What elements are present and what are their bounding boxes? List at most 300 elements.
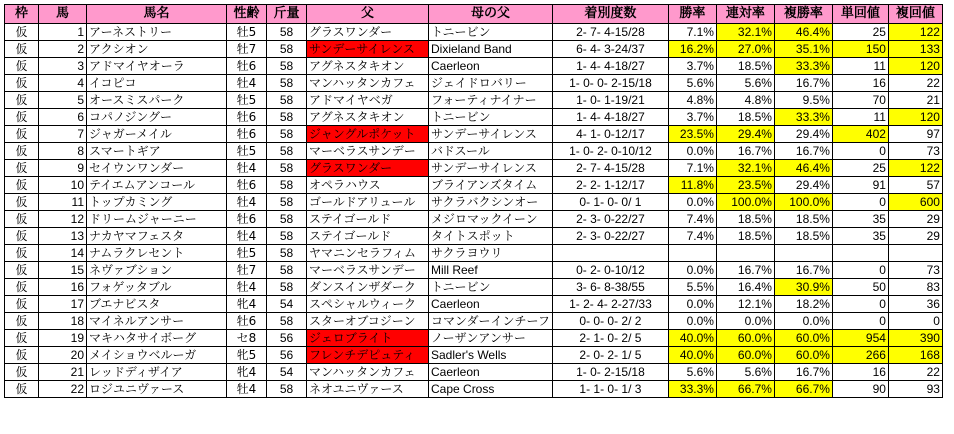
cell-weight: 58 xyxy=(267,75,307,92)
cell-win-return: 402 xyxy=(832,126,888,143)
cell-win-return: 25 xyxy=(832,160,888,177)
cell-horse-name: アーネストリー xyxy=(87,24,227,41)
cell-win-rate: 16.2% xyxy=(668,41,716,58)
cell-win-return: 25 xyxy=(832,24,888,41)
cell-win-return: 91 xyxy=(832,177,888,194)
cell-umaban: 4 xyxy=(39,75,87,92)
table-row[interactable] xyxy=(5,194,943,211)
cell-waku: 仮 xyxy=(5,211,39,228)
cell-show-rate: 100.0% xyxy=(774,194,832,211)
cell-broodmare-sire: サクラバクシンオー xyxy=(429,194,553,211)
cell-broodmare-sire: ブライアンズタイム xyxy=(429,177,553,194)
cell-show-rate: 16.7% xyxy=(774,364,832,381)
cell-waku: 仮 xyxy=(5,262,39,279)
cell-show-rate: 18.5% xyxy=(774,228,832,245)
cell-place-return: 390 xyxy=(888,330,942,347)
table-row[interactable] xyxy=(5,109,943,126)
cell-quinella-rate: 0.0% xyxy=(716,313,774,330)
table-row[interactable] xyxy=(5,92,943,109)
cell-sire: オペラハウス xyxy=(307,177,429,194)
cell-win-rate: 0.0% xyxy=(668,313,716,330)
cell-sire: フレンチデピュティ xyxy=(307,347,429,364)
cell-weight: 58 xyxy=(267,262,307,279)
cell-place-return: 133 xyxy=(888,41,942,58)
cell-sex-age: 牡7 xyxy=(227,262,267,279)
cell-show-rate: 18.5% xyxy=(774,211,832,228)
cell-sex-age: 牡6 xyxy=(227,126,267,143)
cell-place-return: 97 xyxy=(888,126,942,143)
cell-sire: スターオブコジーン xyxy=(307,313,429,330)
cell-show-rate: 16.7% xyxy=(774,75,832,92)
cell-place-return: 122 xyxy=(888,160,942,177)
cell-umaban: 7 xyxy=(39,126,87,143)
cell-place-return: 73 xyxy=(888,143,942,160)
table-row[interactable] xyxy=(5,296,943,313)
cell-win-rate: 40.0% xyxy=(668,330,716,347)
cell-sire: マーベラスサンデー xyxy=(307,262,429,279)
cell-umaban: 1 xyxy=(39,24,87,41)
col-header-win-rate[interactable]: 勝率 xyxy=(668,5,716,24)
cell-record: 1- 0- 2- 0-10/12 xyxy=(552,143,668,160)
table-row[interactable] xyxy=(5,126,943,143)
cell-show-rate: 66.7% xyxy=(774,381,832,398)
cell-waku: 仮 xyxy=(5,364,39,381)
cell-record: 1- 2- 4- 2-27/33 xyxy=(552,296,668,313)
cell-win-return: 266 xyxy=(832,347,888,364)
cell-win-rate: 23.5% xyxy=(668,126,716,143)
cell-broodmare-sire: Cape Cross xyxy=(429,381,553,398)
cell-horse-name: レッドディザイア xyxy=(87,364,227,381)
cell-broodmare-sire: サンデーサイレンス xyxy=(429,160,553,177)
cell-place-return: 0 xyxy=(888,313,942,330)
cell-win-return: 16 xyxy=(832,364,888,381)
cell-umaban: 16 xyxy=(39,279,87,296)
table-row[interactable] xyxy=(5,330,943,347)
table-row[interactable] xyxy=(5,160,943,177)
cell-horse-name: ドリームジャーニー xyxy=(87,211,227,228)
cell-sex-age: 牡4 xyxy=(227,279,267,296)
cell-sire: マンハッタンカフェ xyxy=(307,75,429,92)
col-header-sire[interactable]: 父 xyxy=(307,5,429,24)
cell-horse-name: トップカミング xyxy=(87,194,227,211)
cell-horse-name: コパノジングー xyxy=(87,109,227,126)
cell-sex-age: セ8 xyxy=(227,330,267,347)
cell-waku: 仮 xyxy=(5,381,39,398)
table-row[interactable] xyxy=(5,245,943,262)
cell-show-rate xyxy=(774,245,832,262)
cell-place-return: 29 xyxy=(888,228,942,245)
cell-umaban: 15 xyxy=(39,262,87,279)
cell-broodmare-sire: Sadler's Wells xyxy=(429,347,553,364)
col-header-quinella-rate[interactable]: 連対率 xyxy=(716,5,774,24)
cell-waku: 仮 xyxy=(5,296,39,313)
cell-umaban: 17 xyxy=(39,296,87,313)
cell-broodmare-sire: トニービン xyxy=(429,109,553,126)
cell-show-rate: 60.0% xyxy=(774,330,832,347)
cell-place-return: 29 xyxy=(888,211,942,228)
table-row[interactable] xyxy=(5,262,943,279)
col-header-win-return[interactable]: 単回値 xyxy=(832,5,888,24)
cell-show-rate: 35.1% xyxy=(774,41,832,58)
table-row[interactable] xyxy=(5,58,943,75)
cell-show-rate: 18.2% xyxy=(774,296,832,313)
cell-win-return: 150 xyxy=(832,41,888,58)
cell-sex-age: 牡6 xyxy=(227,211,267,228)
cell-win-return: 70 xyxy=(832,92,888,109)
cell-place-return xyxy=(888,245,942,262)
cell-waku: 仮 xyxy=(5,143,39,160)
cell-sex-age: 牡4 xyxy=(227,75,267,92)
table-row[interactable] xyxy=(5,211,943,228)
cell-waku: 仮 xyxy=(5,58,39,75)
cell-win-rate: 7.1% xyxy=(668,160,716,177)
cell-place-return: 73 xyxy=(888,262,942,279)
cell-win-rate xyxy=(668,245,716,262)
table-row[interactable] xyxy=(5,143,943,160)
cell-sire: ネオユニヴァース xyxy=(307,381,429,398)
cell-record: 0- 1- 0- 0/ 1 xyxy=(552,194,668,211)
cell-broodmare-sire: サンデーサイレンス xyxy=(429,126,553,143)
cell-quinella-rate: 5.6% xyxy=(716,75,774,92)
cell-record: 1- 4- 4-18/27 xyxy=(552,58,668,75)
cell-quinella-rate: 18.5% xyxy=(716,109,774,126)
cell-show-rate: 29.4% xyxy=(774,126,832,143)
cell-sire: マンハッタンカフェ xyxy=(307,364,429,381)
cell-weight: 58 xyxy=(267,109,307,126)
cell-waku: 仮 xyxy=(5,109,39,126)
cell-quinella-rate: 16.4% xyxy=(716,279,774,296)
cell-weight: 58 xyxy=(267,41,307,58)
table-row[interactable] xyxy=(5,313,943,330)
cell-win-rate: 0.0% xyxy=(668,296,716,313)
cell-record: 2- 7- 4-15/28 xyxy=(552,24,668,41)
cell-broodmare-sire: タイトスポット xyxy=(429,228,553,245)
cell-place-return: 120 xyxy=(888,109,942,126)
cell-sire: グラスワンダー xyxy=(307,24,429,41)
cell-sex-age: 牡7 xyxy=(227,41,267,58)
cell-broodmare-sire: Dixieland Band xyxy=(429,41,553,58)
cell-waku: 仮 xyxy=(5,75,39,92)
cell-win-rate: 5.6% xyxy=(668,364,716,381)
cell-quinella-rate: 27.0% xyxy=(716,41,774,58)
cell-record: 6- 4- 3-24/37 xyxy=(552,41,668,58)
cell-umaban: 3 xyxy=(39,58,87,75)
cell-win-rate: 40.0% xyxy=(668,347,716,364)
cell-place-return: 22 xyxy=(888,75,942,92)
cell-sire: ヤマニンセラフィム xyxy=(307,245,429,262)
cell-waku: 仮 xyxy=(5,245,39,262)
cell-weight: 58 xyxy=(267,211,307,228)
cell-horse-name: ネヴァブション xyxy=(87,262,227,279)
cell-sex-age: 牡6 xyxy=(227,313,267,330)
cell-horse-name: オースミスパーク xyxy=(87,92,227,109)
cell-sex-age: 牝4 xyxy=(227,364,267,381)
cell-broodmare-sire: トニービン xyxy=(429,24,553,41)
cell-sex-age: 牡6 xyxy=(227,177,267,194)
cell-sex-age: 牡5 xyxy=(227,143,267,160)
cell-win-rate: 11.8% xyxy=(668,177,716,194)
cell-record: 2- 3- 0-22/27 xyxy=(552,228,668,245)
cell-horse-name: アドマイヤオーラ xyxy=(87,58,227,75)
cell-horse-name: ナムラクレセント xyxy=(87,245,227,262)
cell-umaban: 22 xyxy=(39,381,87,398)
cell-weight: 58 xyxy=(267,177,307,194)
cell-horse-name: テイエムアンコール xyxy=(87,177,227,194)
cell-weight: 54 xyxy=(267,296,307,313)
cell-sex-age: 牡6 xyxy=(227,58,267,75)
cell-horse-name: セイウンワンダー xyxy=(87,160,227,177)
cell-weight: 58 xyxy=(267,279,307,296)
col-header-broodmare-sire[interactable]: 母の父 xyxy=(429,5,553,24)
cell-win-rate: 4.8% xyxy=(668,92,716,109)
cell-show-rate: 46.4% xyxy=(774,24,832,41)
cell-horse-name: フォゲッタブル xyxy=(87,279,227,296)
cell-record: 1- 1- 0- 1/ 3 xyxy=(552,381,668,398)
cell-win-rate: 0.0% xyxy=(668,262,716,279)
col-header-record[interactable]: 着別度数 xyxy=(552,5,668,24)
cell-win-return: 16 xyxy=(832,75,888,92)
cell-record xyxy=(552,245,668,262)
cell-record: 1- 0- 2-15/18 xyxy=(552,364,668,381)
cell-place-return: 21 xyxy=(888,92,942,109)
cell-weight: 58 xyxy=(267,24,307,41)
cell-place-return: 168 xyxy=(888,347,942,364)
cell-sire: ステイゴールド xyxy=(307,211,429,228)
cell-win-return: 0 xyxy=(832,296,888,313)
cell-record: 2- 2- 1-12/17 xyxy=(552,177,668,194)
col-header-place-return[interactable]: 複回値 xyxy=(888,5,942,24)
cell-waku: 仮 xyxy=(5,126,39,143)
cell-win-rate: 7.1% xyxy=(668,24,716,41)
cell-show-rate: 60.0% xyxy=(774,347,832,364)
cell-waku: 仮 xyxy=(5,347,39,364)
cell-waku: 仮 xyxy=(5,313,39,330)
cell-win-return: 954 xyxy=(832,330,888,347)
cell-waku: 仮 xyxy=(5,177,39,194)
cell-quinella-rate: 60.0% xyxy=(716,347,774,364)
cell-broodmare-sire: バドスール xyxy=(429,143,553,160)
cell-horse-name: ジャガーメイル xyxy=(87,126,227,143)
cell-record: 1- 0- 0- 2-15/18 xyxy=(552,75,668,92)
cell-horse-name: ブエナビスタ xyxy=(87,296,227,313)
cell-broodmare-sire: フォーティナイナー xyxy=(429,92,553,109)
cell-win-return: 0 xyxy=(832,143,888,160)
cell-show-rate: 16.7% xyxy=(774,143,832,160)
cell-broodmare-sire: Caerleon xyxy=(429,296,553,313)
cell-sex-age: 牝4 xyxy=(227,296,267,313)
cell-horse-name: アクシオン xyxy=(87,41,227,58)
cell-weight: 58 xyxy=(267,228,307,245)
cell-show-rate: 29.4% xyxy=(774,177,832,194)
cell-weight: 58 xyxy=(267,160,307,177)
cell-win-return: 11 xyxy=(832,109,888,126)
cell-quinella-rate: 23.5% xyxy=(716,177,774,194)
cell-record: 1- 4- 4-18/27 xyxy=(552,109,668,126)
cell-broodmare-sire: ジェイドロバリー xyxy=(429,75,553,92)
cell-win-return: 11 xyxy=(832,58,888,75)
cell-sire: スペシャルウィーク xyxy=(307,296,429,313)
cell-quinella-rate: 18.5% xyxy=(716,211,774,228)
cell-umaban: 19 xyxy=(39,330,87,347)
cell-quinella-rate: 4.8% xyxy=(716,92,774,109)
cell-win-rate: 5.5% xyxy=(668,279,716,296)
cell-weight: 58 xyxy=(267,143,307,160)
cell-quinella-rate: 100.0% xyxy=(716,194,774,211)
cell-broodmare-sire: ノーザンアンサー xyxy=(429,330,553,347)
header-row xyxy=(5,5,943,24)
col-header-umaban[interactable]: 馬 xyxy=(39,5,87,24)
cell-sex-age: 牡4 xyxy=(227,160,267,177)
table-row[interactable] xyxy=(5,24,943,41)
cell-quinella-rate: 16.7% xyxy=(716,143,774,160)
cell-sire: アドマイヤベガ xyxy=(307,92,429,109)
cell-record: 1- 0- 1-19/21 xyxy=(552,92,668,109)
cell-quinella-rate: 32.1% xyxy=(716,24,774,41)
cell-record: 3- 6- 8-38/55 xyxy=(552,279,668,296)
cell-win-rate: 7.4% xyxy=(668,211,716,228)
cell-record: 0- 2- 0-10/12 xyxy=(552,262,668,279)
cell-waku: 仮 xyxy=(5,24,39,41)
cell-place-return: 36 xyxy=(888,296,942,313)
cell-weight: 58 xyxy=(267,92,307,109)
cell-win-rate: 0.0% xyxy=(668,143,716,160)
cell-weight: 58 xyxy=(267,126,307,143)
cell-weight: 58 xyxy=(267,58,307,75)
cell-broodmare-sire: Caerleon xyxy=(429,58,553,75)
table-row[interactable] xyxy=(5,228,943,245)
cell-win-return: 0 xyxy=(832,194,888,211)
cell-waku: 仮 xyxy=(5,160,39,177)
cell-sire: ジェロブライト xyxy=(307,330,429,347)
cell-broodmare-sire: コマンダーインチーフ xyxy=(429,313,553,330)
table-row[interactable] xyxy=(5,347,943,364)
cell-quinella-rate: 60.0% xyxy=(716,330,774,347)
cell-sire: マーベラスサンデー xyxy=(307,143,429,160)
cell-sex-age: 牝5 xyxy=(227,347,267,364)
cell-waku: 仮 xyxy=(5,92,39,109)
cell-record: 2- 1- 0- 2/ 5 xyxy=(552,330,668,347)
cell-horse-name: マキハタサイボーグ xyxy=(87,330,227,347)
cell-win-rate: 33.3% xyxy=(668,381,716,398)
cell-show-rate: 30.9% xyxy=(774,279,832,296)
table-row[interactable] xyxy=(5,177,943,194)
cell-umaban: 18 xyxy=(39,313,87,330)
cell-win-return: 90 xyxy=(832,381,888,398)
cell-win-return: 0 xyxy=(832,262,888,279)
cell-sire: ジャングルポケット xyxy=(307,126,429,143)
col-header-show-rate[interactable]: 複勝率 xyxy=(774,5,832,24)
cell-place-return: 122 xyxy=(888,24,942,41)
cell-win-return: 50 xyxy=(832,279,888,296)
cell-quinella-rate: 32.1% xyxy=(716,160,774,177)
cell-place-return: 120 xyxy=(888,58,942,75)
cell-quinella-rate: 18.5% xyxy=(716,228,774,245)
table-row[interactable] xyxy=(5,75,943,92)
cell-win-rate: 5.6% xyxy=(668,75,716,92)
cell-horse-name: イコピコ xyxy=(87,75,227,92)
cell-quinella-rate: 29.4% xyxy=(716,126,774,143)
col-header-weight[interactable]: 斤量 xyxy=(267,5,307,24)
cell-umaban: 21 xyxy=(39,364,87,381)
cell-show-rate: 46.4% xyxy=(774,160,832,177)
cell-quinella-rate: 5.6% xyxy=(716,364,774,381)
cell-show-rate: 9.5% xyxy=(774,92,832,109)
cell-umaban: 6 xyxy=(39,109,87,126)
cell-waku: 仮 xyxy=(5,194,39,211)
table-row[interactable] xyxy=(5,41,943,58)
cell-umaban: 2 xyxy=(39,41,87,58)
cell-weight: 54 xyxy=(267,364,307,381)
cell-horse-name: メイショウベルーガ xyxy=(87,347,227,364)
cell-sire: サンデーサイレンス xyxy=(307,41,429,58)
cell-place-return: 600 xyxy=(888,194,942,211)
col-header-horse-name[interactable]: 馬名 xyxy=(87,5,227,24)
cell-quinella-rate: 12.1% xyxy=(716,296,774,313)
cell-horse-name: マイネルアンサー xyxy=(87,313,227,330)
cell-sire: アグネスタキオン xyxy=(307,58,429,75)
cell-record: 0- 0- 0- 2/ 2 xyxy=(552,313,668,330)
cell-sire: ゴールドアリュール xyxy=(307,194,429,211)
cell-quinella-rate xyxy=(716,245,774,262)
table-row[interactable] xyxy=(5,381,943,398)
col-header-waku[interactable]: 枠 xyxy=(5,5,39,24)
cell-show-rate: 0.0% xyxy=(774,313,832,330)
cell-umaban: 20 xyxy=(39,347,87,364)
cell-umaban: 11 xyxy=(39,194,87,211)
cell-show-rate: 33.3% xyxy=(774,109,832,126)
cell-weight: 58 xyxy=(267,313,307,330)
table-row[interactable] xyxy=(5,279,943,296)
cell-show-rate: 16.7% xyxy=(774,262,832,279)
cell-sex-age: 牡4 xyxy=(227,194,267,211)
cell-win-rate: 0.0% xyxy=(668,194,716,211)
cell-win-rate: 7.4% xyxy=(668,228,716,245)
col-header-sex-age[interactable]: 性齢 xyxy=(227,5,267,24)
cell-waku: 仮 xyxy=(5,228,39,245)
cell-quinella-rate: 16.7% xyxy=(716,262,774,279)
cell-broodmare-sire: Caerleon xyxy=(429,364,553,381)
cell-weight: 56 xyxy=(267,347,307,364)
cell-sex-age: 牡4 xyxy=(227,381,267,398)
cell-win-return xyxy=(832,245,888,262)
cell-umaban: 10 xyxy=(39,177,87,194)
cell-record: 2- 7- 4-15/28 xyxy=(552,160,668,177)
cell-umaban: 14 xyxy=(39,245,87,262)
cell-record: 4- 1- 0-12/17 xyxy=(552,126,668,143)
cell-umaban: 13 xyxy=(39,228,87,245)
table-row[interactable] xyxy=(5,364,943,381)
cell-win-rate: 3.7% xyxy=(668,58,716,75)
cell-win-return: 0 xyxy=(832,313,888,330)
cell-place-return: 93 xyxy=(888,381,942,398)
cell-sex-age: 牡6 xyxy=(227,109,267,126)
cell-quinella-rate: 18.5% xyxy=(716,58,774,75)
cell-horse-name: ロジユニヴァース xyxy=(87,381,227,398)
cell-sex-age: 牡5 xyxy=(227,24,267,41)
cell-weight: 58 xyxy=(267,381,307,398)
cell-place-return: 83 xyxy=(888,279,942,296)
cell-sire: グラスワンダー xyxy=(307,160,429,177)
cell-weight: 58 xyxy=(267,194,307,211)
cell-sire: ダンスインザダーク xyxy=(307,279,429,296)
cell-umaban: 9 xyxy=(39,160,87,177)
cell-quinella-rate: 66.7% xyxy=(716,381,774,398)
cell-waku: 仮 xyxy=(5,279,39,296)
cell-broodmare-sire: サクラヨウリ xyxy=(429,245,553,262)
cell-record: 2- 0- 2- 1/ 5 xyxy=(552,347,668,364)
cell-sex-age: 牡5 xyxy=(227,92,267,109)
cell-show-rate: 33.3% xyxy=(774,58,832,75)
